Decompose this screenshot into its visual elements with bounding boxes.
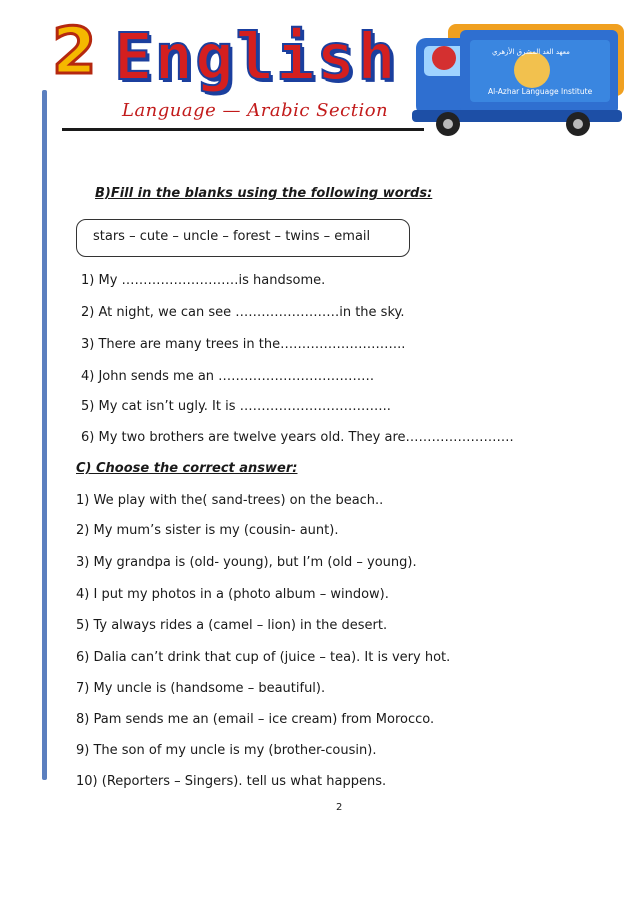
institute-emblem-icon bbox=[514, 52, 550, 88]
word-bank bbox=[76, 219, 410, 257]
choose-item-2: 2) My mum’s sister is my (cousin- aunt). bbox=[76, 523, 339, 538]
driver-figure bbox=[432, 46, 456, 70]
choose-item-7: 7) My uncle is (handsome – beautiful). bbox=[76, 681, 326, 696]
logo-subtitle: Language — Arabic Section bbox=[122, 100, 389, 121]
choose-item-3: 3) My grandpa is (old- young), but I’m (old – young). bbox=[76, 555, 417, 570]
choose-item-9: 9) The son of my uncle is my (brother-cousin). bbox=[76, 743, 377, 758]
choose-item-5: 5) Ty always rides a (camel – lion) in the desert. bbox=[76, 618, 388, 633]
truck-illustration bbox=[408, 18, 628, 138]
fill-item-2: 2) At night, we can see ……………………in the sky. bbox=[81, 305, 405, 320]
fill-item-1: 1) My ………………………is handsome. bbox=[81, 273, 326, 288]
choose-item-8: 8) Pam sends me an (email – ice cream) from Morocco. bbox=[76, 712, 435, 727]
choose-item-1: 1) We play with the( sand-trees) on the beach.. bbox=[76, 493, 384, 508]
header-divider bbox=[62, 128, 424, 131]
institute-name-ar: معهد الغد المشرق الأزهري bbox=[492, 48, 570, 56]
section-b-title: B)Fill in the blanks using the following words: bbox=[95, 186, 433, 201]
institute-name-en: Al-Azhar Language Institute bbox=[488, 87, 593, 96]
fill-item-3: 3) There are many trees in the……………………….. bbox=[81, 337, 406, 352]
choose-item-6: 6) Dalia can’t drink that cup of (juice – tea). It is very hot. bbox=[76, 650, 451, 665]
choose-item-10: 10) (Reporters – Singers). tell us what happens. bbox=[76, 774, 387, 789]
section-c-title: C) Choose the correct answer: bbox=[76, 461, 298, 476]
fill-item-4: 4) John sends me an ……………………………… bbox=[81, 369, 375, 384]
page-number: 2 bbox=[336, 802, 343, 813]
fill-item-6: 6) My two brothers are twelve years old. They are……………………. bbox=[81, 430, 514, 445]
grade-number-logo: 2 bbox=[52, 15, 97, 89]
english-title-logo: English bbox=[114, 21, 398, 95]
fill-item-5: 5) My cat isn’t ugly. It is …………………………….. bbox=[81, 399, 391, 414]
margin-line bbox=[42, 90, 47, 780]
word-bank-text: stars – cute – uncle – forest – twins – email bbox=[93, 229, 371, 244]
choose-item-4: 4) I put my photos in a (photo album – window). bbox=[76, 587, 389, 602]
